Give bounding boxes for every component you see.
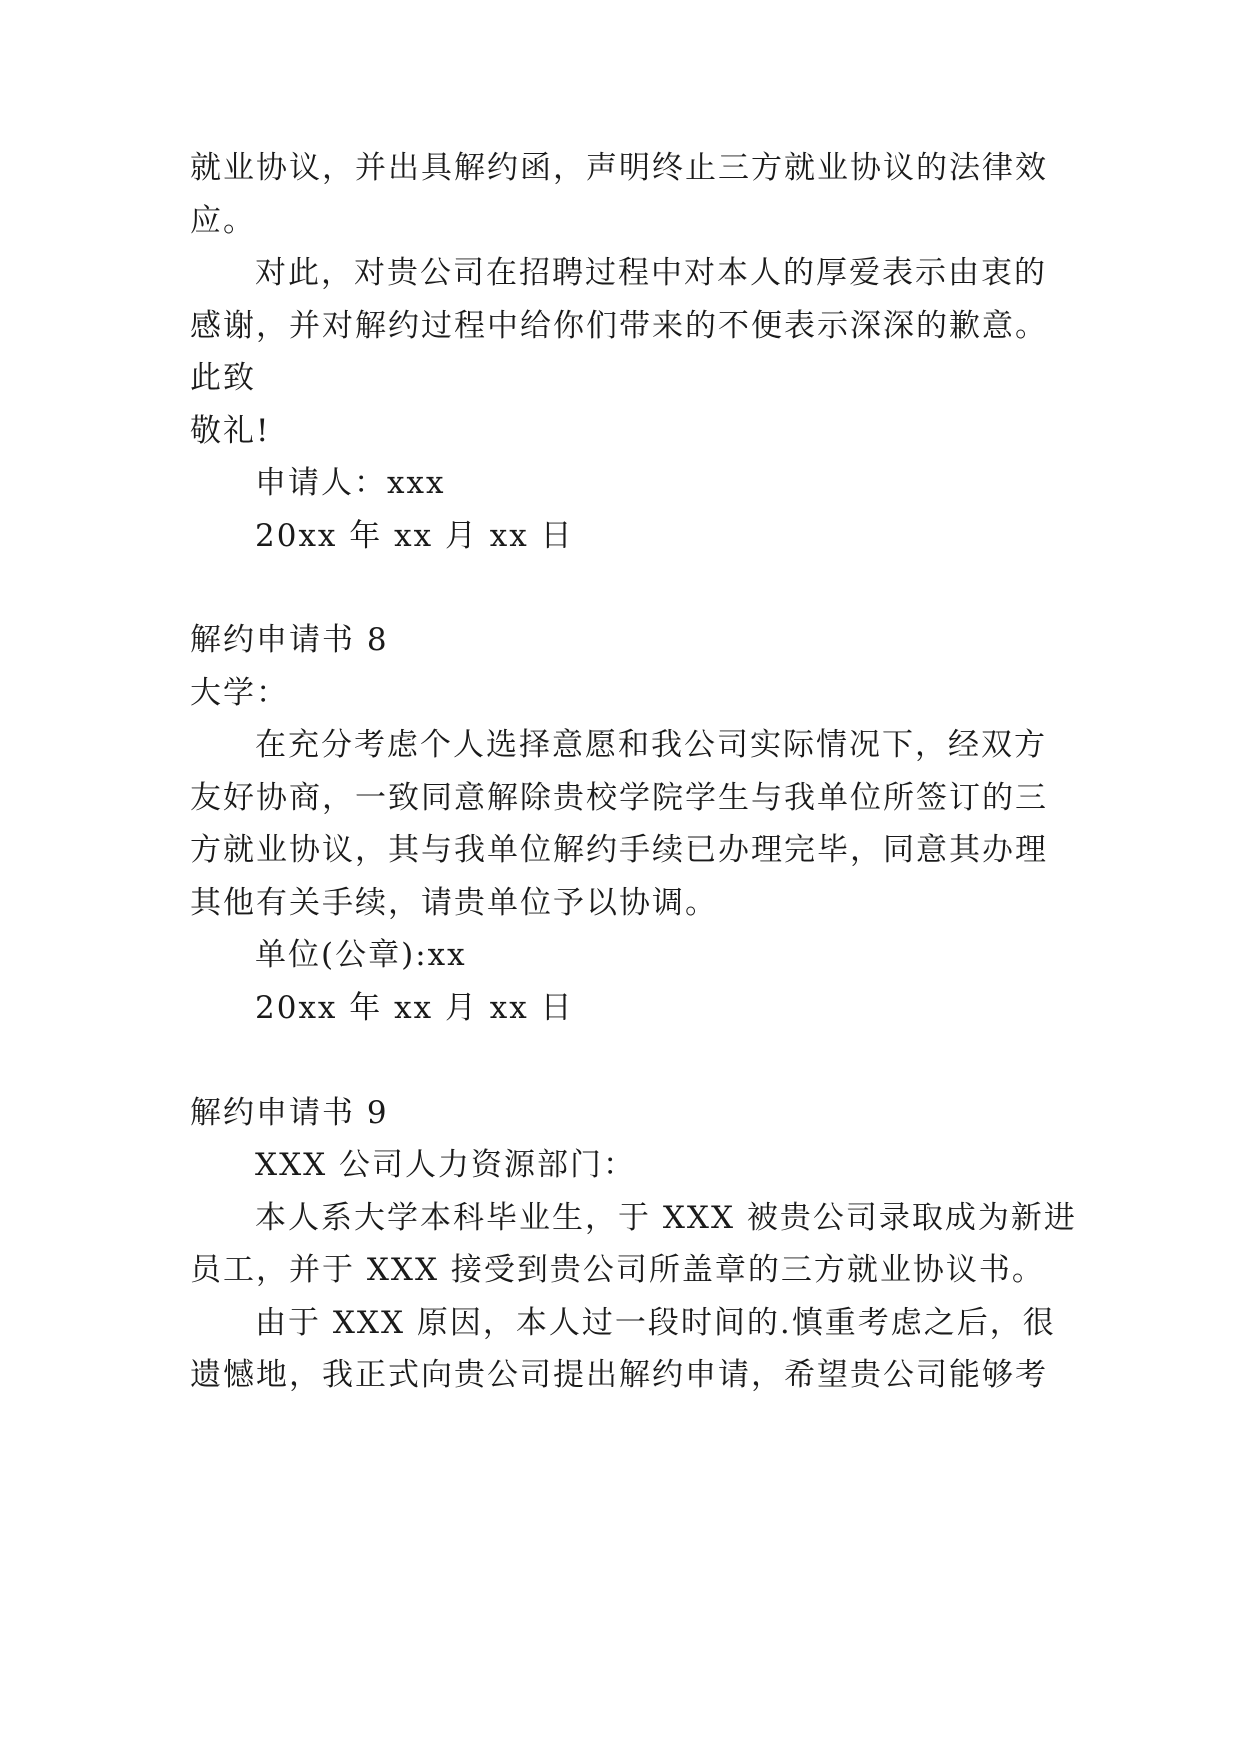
paragraph-line: 由于 XXX 原因，本人过一段时间的.慎重考虑之后，很 (255, 1305, 1056, 1341)
paragraph-line: 对此，对贵公司在招聘过程中对本人的厚爱表示由衷的 (255, 255, 1047, 291)
paragraph-line: 在充分考虑个人选择意愿和我公司实际情况下，经双方 (255, 727, 1047, 763)
applicant-signature: 申请人：xxx (255, 465, 446, 501)
body-text-line: 遗憾地，我正式向贵公司提出解约申请，希望贵公司能够考 (190, 1357, 1048, 1393)
body-text-line: 感谢，并对解约过程中给你们带来的不便表示深深的歉意。 (190, 308, 1048, 344)
signature-date: 20xx 年 xx 月 xx 日 (255, 990, 574, 1026)
body-text-line: 友好协商，一致同意解除贵校学院学生与我单位所签订的三 (190, 780, 1048, 816)
unit-seal-line: 单位(公章):xx (255, 937, 467, 973)
closing-salutation: 敬礼! (190, 413, 271, 449)
closing-line: 此致 (190, 360, 256, 396)
body-text-line: 就业协议，并出具解约函，声明终止三方就业协议的法律效 (190, 150, 1048, 186)
paragraph-line: 本人系大学本科毕业生，于 XXX 被贵公司录取成为新进 (255, 1200, 1077, 1236)
addressee: XXX 公司人力资源部门： (255, 1147, 637, 1183)
signature-date: 20xx 年 xx 月 xx 日 (255, 518, 574, 554)
body-text-line: 应。 (190, 203, 256, 239)
section-heading-8: 解约申请书 8 (190, 622, 389, 658)
body-text-line: 员工，并于 XXX 接受到贵公司所盖章的三方就业协议书。 (190, 1252, 1045, 1288)
body-text-line: 其他有关手续，请贵单位予以协调。 (190, 885, 718, 921)
addressee: 大学： (190, 675, 289, 711)
section-heading-9: 解约申请书 9 (190, 1095, 389, 1131)
body-text-line: 方就业协议，其与我单位解约手续已办理完毕，同意其办理 (190, 832, 1048, 868)
